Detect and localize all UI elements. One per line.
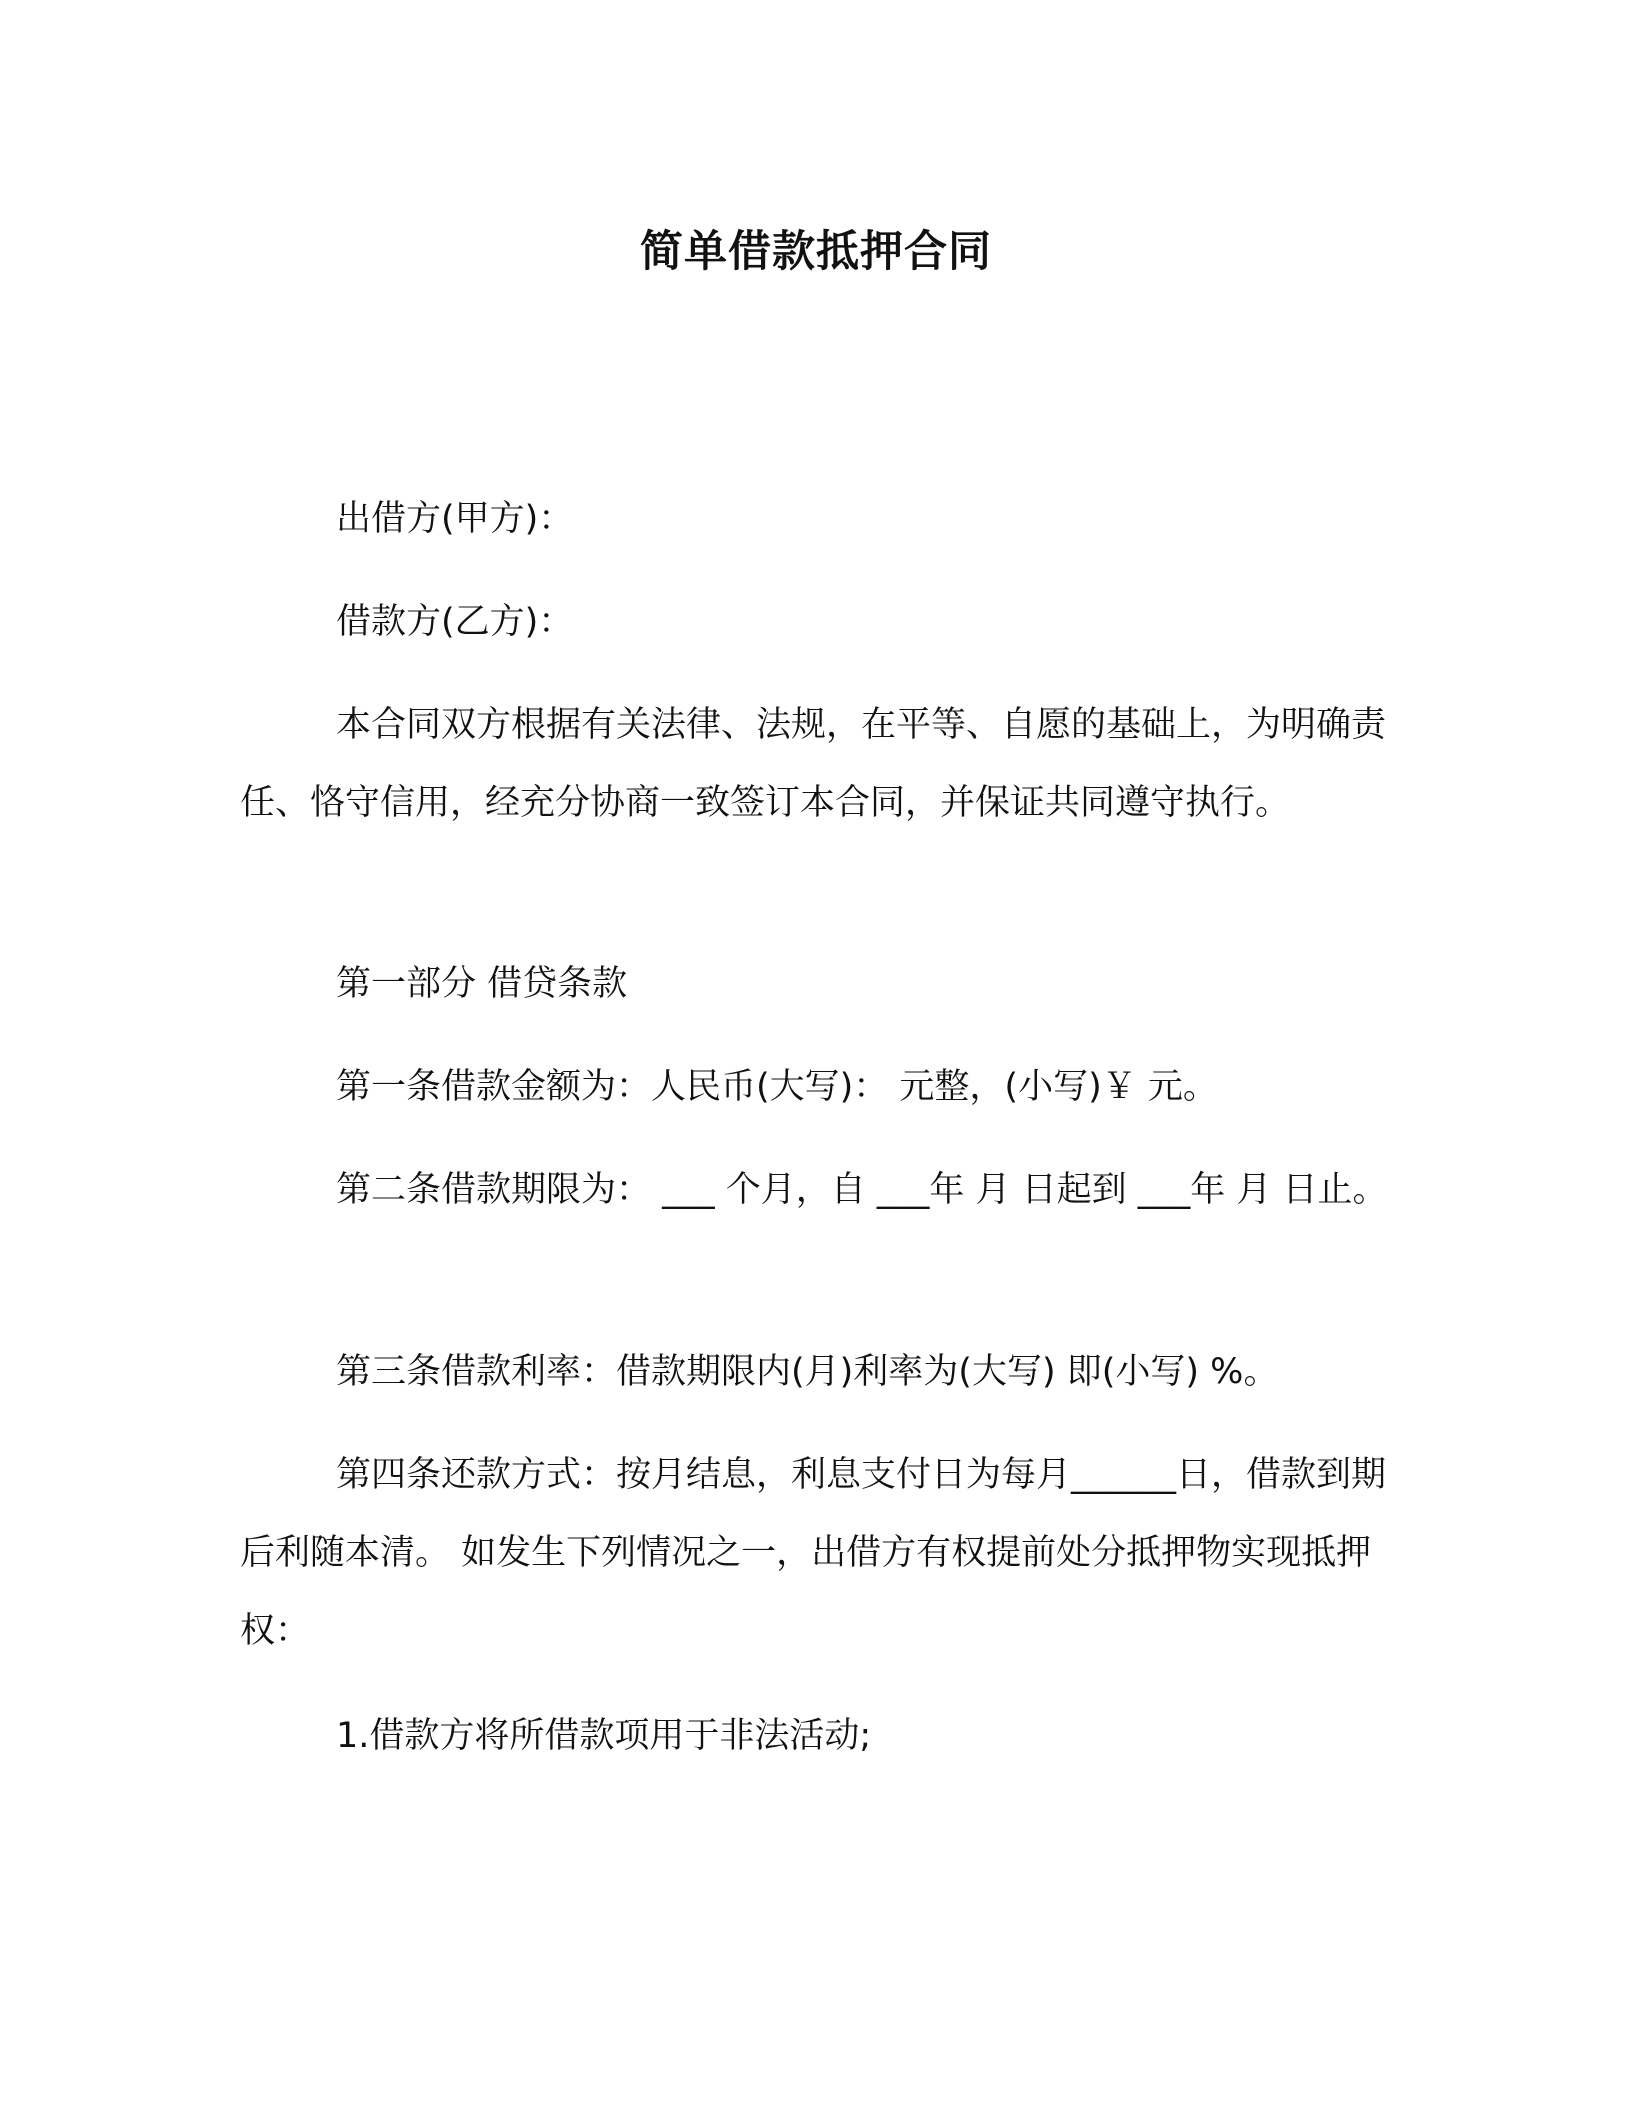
preamble-paragraph: 本合同双方根据有关法律、法规，在平等、自愿的基础上，为明确责任、恪守信用，经充分协商一致签订本合同，并保证共同遵守执行。: [240, 705, 1387, 823]
article-1: 第一条借款金额为：人民币(大写)： 元整，(小写)￥ 元。: [336, 1067, 1218, 1107]
list-item-1: 1.借款方将所借款项用于非法活动;: [336, 1716, 872, 1756]
part-one-heading: 第一部分 借贷条款: [336, 964, 628, 1004]
document-title: 简单借款抵押合同: [640, 227, 992, 277]
article-2: 第二条借款期限为： ___ 个月，自 ___年 月 日起到 ___年 月 日止。: [336, 1170, 1388, 1210]
lender-line: 出借方(甲方)：: [336, 499, 574, 539]
borrower-line: 借款方(乙方)：: [336, 602, 574, 642]
article-3: 第三条借款利率：借款期限内(月)利率为(大写) 即(小写) %。: [336, 1352, 1279, 1392]
article-4: 第四条还款方式：按月结息，利息支付日为每月______日，借款到期后利随本清。 如发生下列情况之一，出借方有权提前处分抵押物实现抵押权：: [240, 1455, 1387, 1651]
